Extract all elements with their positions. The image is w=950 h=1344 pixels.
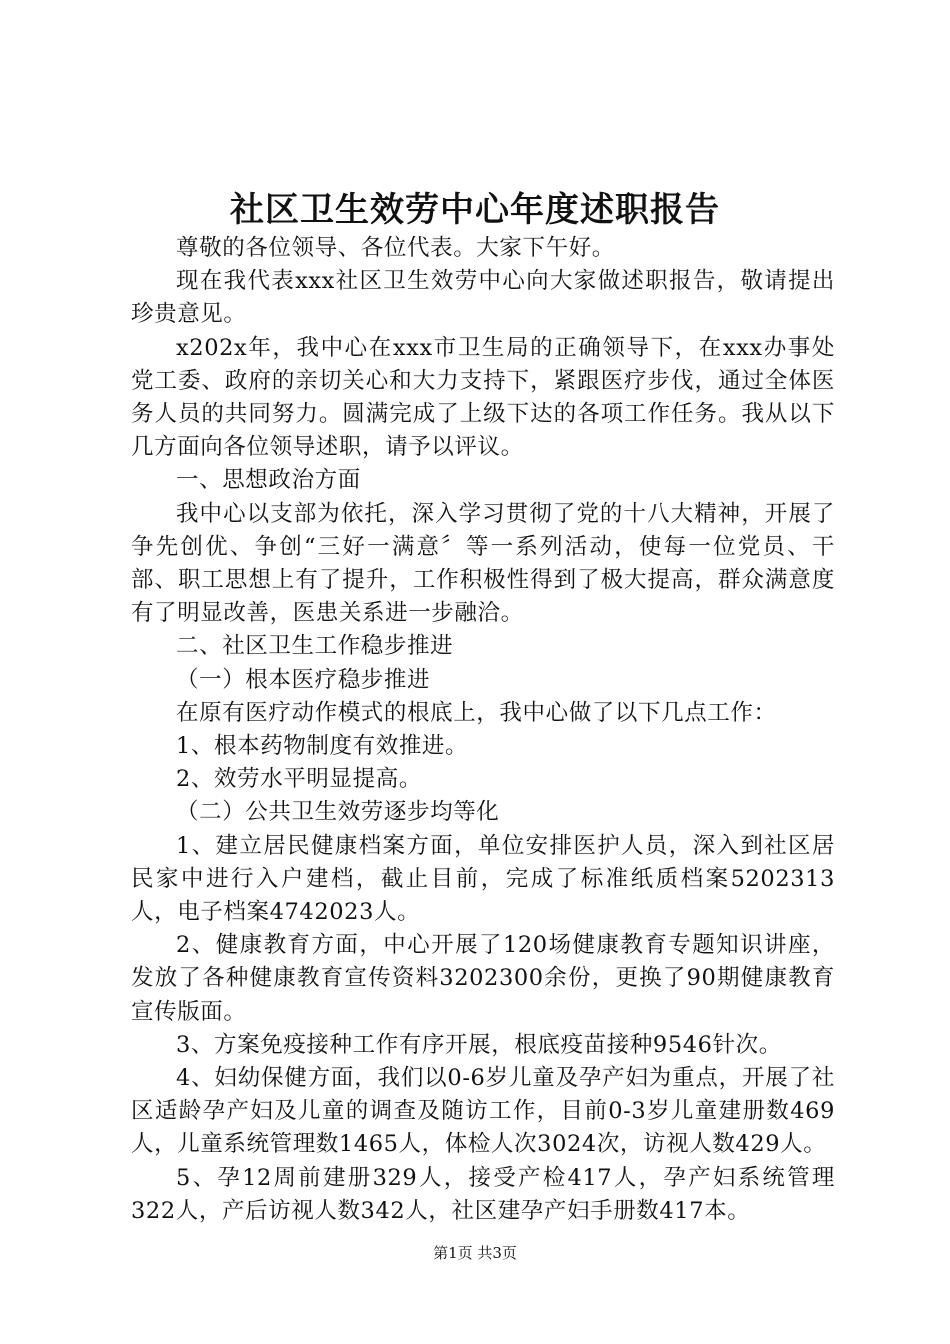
- subsection-heading: （一）根本医疗稳步推进: [176, 666, 431, 693]
- document-body: [131, 232, 835, 1228]
- section-heading: 一、思想政治方面: [176, 467, 361, 494]
- list-item: 1、根本药物制度有效推进。: [176, 733, 469, 760]
- page-footer: 第1页 共3页: [433, 1244, 517, 1262]
- paragraph: 尊敬的各位领导、各位代表。大家下午好。: [176, 235, 615, 261]
- paragraph: 现在我代表xxx社区卫生效劳中心向大家做述职报告，敬请提出珍贵意见。: [131, 268, 835, 328]
- subsection-heading: （二）公共卫生效劳逐步均等化: [176, 799, 500, 826]
- list-item: 5、孕12周前建册329人，接受产检417人，孕产妇系统管理322人，产后访视人数342人，社区建孕产妇手册数417本。: [131, 1164, 835, 1224]
- list-item: 2、健康教育方面，中心开展了120场健康教育专题知识讲座，发放了各种健康教育宣传资料3202300余份，更换了90期健康教育宣传版面。: [131, 932, 835, 1025]
- paragraph: 在原有医疗动作模式的根底上，我中心做了以下几点工作：: [176, 699, 777, 726]
- list-item: 1、建立居民健康档案方面，单位安排医护人员，深入到社区居民家中进行入户建档，截止目前，完成了标准纸质档案5202313人，电子档案4742023人。: [131, 832, 835, 926]
- document-title: 社区卫生效劳中心年度述职报告: [230, 190, 720, 230]
- list-item: 4、妇幼保健方面，我们以0-6岁儿童及孕产妇为重点，开展了社区适龄孕产妇及儿童的调查及随访工作，目前0-3岁儿童建册数469人，儿童系统管理数1465人，体检人次3024次，访视人数429人。: [131, 1065, 835, 1158]
- list-item: 2、效劳水平明显提高。: [176, 766, 422, 793]
- paragraph: 我中心以支部为依托，深入学习贯彻了党的十八大精神，开展了争先创优、争创“三好一满意〞等一系列活动，使每一位党员、干部、职工思想上有了提升，工作积极性得到了极大提高，群众满意度有了明显改善，医患关系进一步融洽。: [131, 500, 835, 627]
- paragraph: x202x年，我中心在xxx市卫生局的正确领导下，在xxx办事处党工委、政府的亲切关心和大力支持下，紧跟医疗步伐，通过全体医务人员的共同努力。圆满完成了上级下达的各项工作任务。我从以下几方面向各位领导述职，请予以评议。: [131, 334, 835, 461]
- list-item: 3、方案免疫接种工作有序开展，根底疫苗接种9546针次。: [176, 1031, 782, 1058]
- section-heading: 二、社区卫生工作稳步推进: [176, 633, 454, 660]
